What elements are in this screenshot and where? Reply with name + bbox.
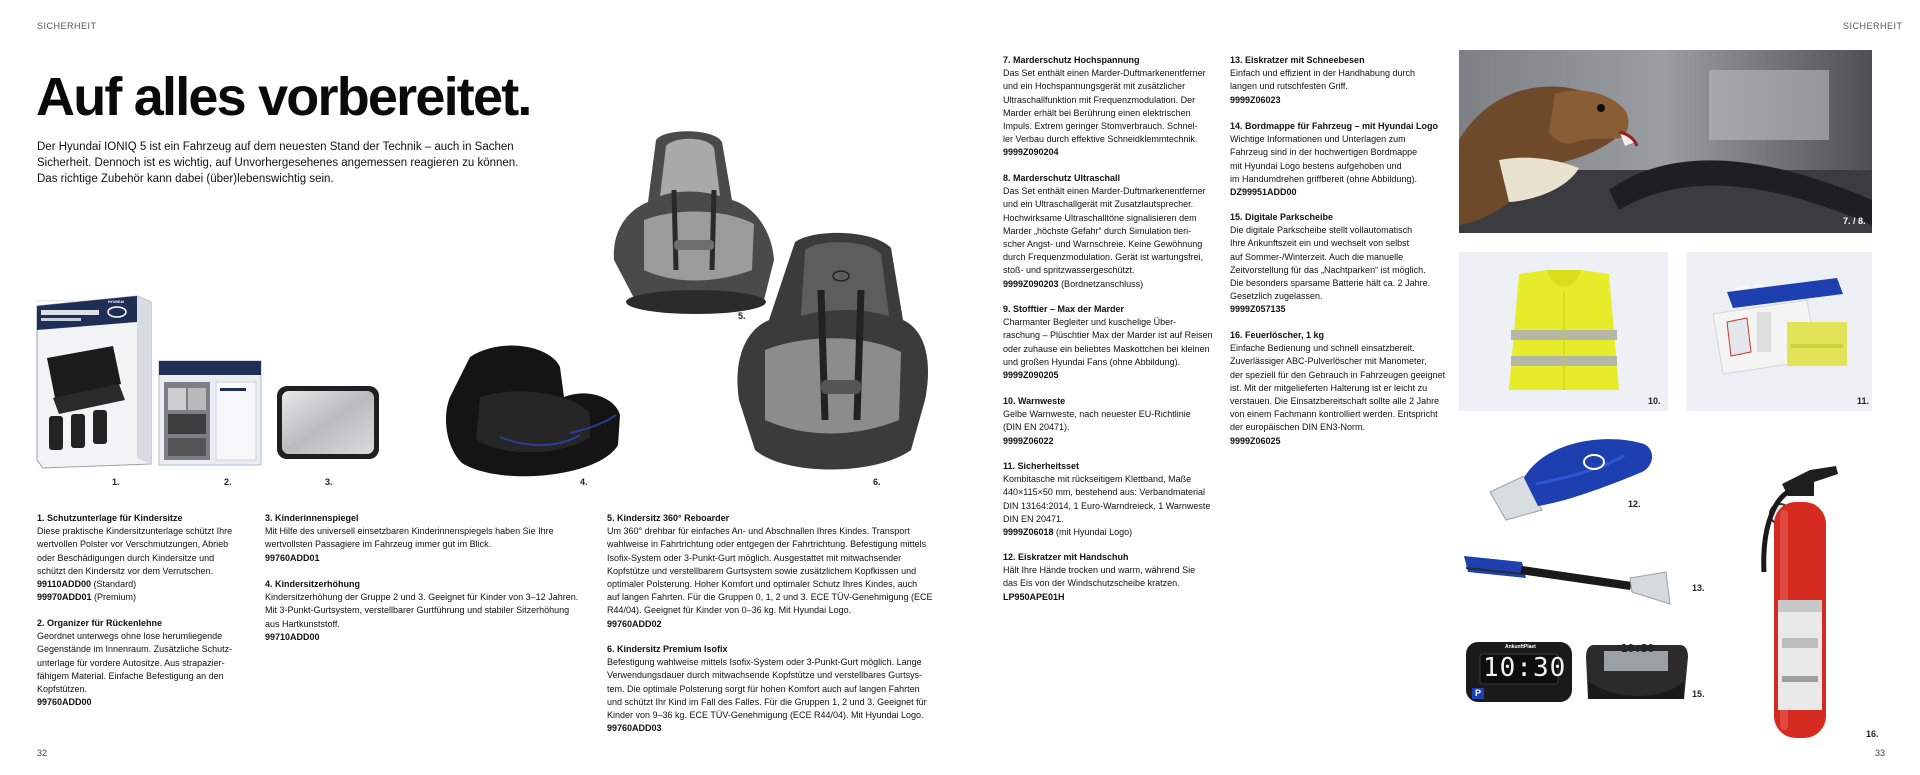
isofix-seat-image [725, 230, 935, 480]
item-10-title: 10. Warnweste [1003, 396, 1066, 406]
item-7-title: 7. Marderschutz Hochspannung [1003, 55, 1140, 65]
item-14 [1230, 120, 1455, 199]
item-16-code: 9999Z06025 [1230, 435, 1281, 446]
item-10 [1003, 395, 1218, 448]
item-1-description: Diese praktische Kindersitzunterlage schützt Ihre wertvollen Polster vor Verschmutzungen, Abrieb oder Beschädigungen durch Kindersitze und schützt den Kindersitz vor dem Verrutschen. [37, 526, 233, 576]
item-12-title: 12. Eiskratzer mit Handschuh [1003, 552, 1129, 562]
figure-number-7-8: 7. / 8. [1843, 216, 1866, 226]
item-15-description: Die digitale Parkscheibe stellt vollautomatisch Ihre Ankunftszeit ein und wechselt von selbst auf Sommer-/Winterzeit. Auch die manuelle Zeitvorstellung für das „Nachtparken“ ist möglich. Die besonders sparsame Batterie hält ca. 2 Jahre. Gesetzlich zugelassen. [1230, 225, 1431, 302]
item-9-title: 9. Stofftier – Max der Marder [1003, 304, 1125, 314]
figure-number-15: 15. [1692, 689, 1705, 699]
figure-number-1: 1. [112, 477, 120, 487]
item-6-code: 99760ADD03 [607, 723, 662, 734]
item-14-code: DZ99951ADD00 [1230, 187, 1297, 198]
item-16 [1230, 329, 1455, 448]
item-11 [1003, 460, 1218, 539]
item-11-title: 11. Sicherheitsset [1003, 461, 1080, 471]
marten-photo [1459, 50, 1872, 233]
item-12 [1003, 551, 1218, 604]
safety-vest-photo [1459, 252, 1668, 411]
item-4-title: 4. Kindersitzerhöhung [265, 579, 361, 589]
parking-disc-small-time: 10:30 [1621, 642, 1655, 655]
figure-number-16: 16. [1866, 729, 1879, 739]
section-label-left: SICHERHEIT [37, 21, 97, 31]
item-13 [1230, 54, 1455, 107]
page-number-left: 32 [37, 748, 48, 758]
item-2-description: Geordnet unterwegs ohne lose herumliegende Gegenstände im Innenraum. Zusätzliche Schutz- unterlage für vordere Autositze. Aus strapazier- fähigem Material. Einfache Befestigung an den Kopfstützen. [37, 631, 233, 695]
item-15-code: 9999Z057135 [1230, 304, 1286, 315]
item-8 [1003, 172, 1218, 291]
parking-disc-p-label: P [1475, 688, 1482, 698]
page-headline: Auf alles vorbereitet. [36, 67, 531, 127]
item-14-description: Wichtige Informationen und Unterlagen zum Fahrzeug sind in der hochwertigen Bordmappe mit Hyundai Logo bestens aufgehoben und im Handumdrehen griffbereit (ohne Abbildung). [1230, 134, 1418, 184]
intro-paragraph: Der Hyundai IONIQ 5 ist ein Fahrzeug auf dem neuesten Stand der Technik – auch in Sachen Sicherheit. Dennoch ist es wichtig, auf Unvorhergesehenes angemessen reagieren zu können. Das richtige Zubehör kann dabei (über)lebenswichtig sein. [37, 141, 519, 185]
safety-set-photo [1687, 252, 1872, 411]
ice-scraper-brush-image [1462, 548, 1674, 608]
item-13-description: Einfach und effizient in der Handhabung durch langen und rutschfesten Griff. [1230, 68, 1415, 92]
item-2 [37, 617, 267, 709]
item-5-code: 99760ADD02 [607, 618, 662, 629]
item-8-description: Das Set enthält einen Marder-Duftmarkenentferner und ein Ultraschallgerät mit Zusatzlautsprecher. Hochwirksame Ultraschalltöne signalisieren dem Marder „höchste Gefahr“ durch Simulation tieri- scher Angst- und Warnschreie. Keine Gewöhnung durch Frequenzmodulation. Gerät ist wartungsfrei, stoß- und spritzwassergeschützt. [1003, 186, 1206, 276]
item-9-code: 9999Z090205 [1003, 370, 1059, 381]
figure-number-3: 3. [325, 477, 333, 487]
item-15-title: 15. Digitale Parkscheibe [1230, 212, 1334, 222]
item-5 [607, 512, 952, 631]
item-4-code: 99710ADD00 [265, 631, 320, 642]
item-16-title: 16. Feuerlöscher, 1 kg [1230, 330, 1325, 340]
figure-number-2: 2. [224, 477, 232, 487]
item-13-code: 9999Z06023 [1230, 94, 1281, 105]
intro-text [37, 139, 557, 187]
item-4 [265, 578, 605, 644]
item-16-description: Einfache Bedienung und schnell einsatzbereit. Zuverlässiger ABC-Pulverlöscher mit Manometer, der speziell für den Gebrauch in Fahrzeugen geeignet ist. Mit der mitgelieferten Halterung ist er leicht zu verstauen. Die Einsatzbereitschaft sollte alle 2 Jahre von einem Fachmann kontrolliert werden. Entspricht der europäischen DIN EN3-Norm. [1230, 343, 1446, 433]
item-3-title: 3. Kinderinnenspiegel [265, 513, 359, 523]
item-5-title: 5. Kindersitz 360° Reboarder [607, 513, 730, 523]
safety-bag-label: Safety - Bag [1734, 282, 1765, 292]
item-13-title: 13. Eiskratzer mit Schneebesen [1230, 55, 1365, 65]
item-9 [1003, 303, 1218, 382]
fire-extinguisher-image [1752, 462, 1847, 744]
item-1-code-premium: 99970ADD01 (Premium) [37, 592, 137, 603]
item-3-description: Mit Hilfe des universell einsetzbaren Kinderinnenspiegels haben Sie Ihre wertvollsten Passagiere im Fahrzeug immer gut im Blick. [265, 526, 554, 550]
parking-disc-brand: AnkunftPlaet [1505, 644, 1536, 650]
item-15 [1230, 211, 1455, 317]
item-12-code: LP950APE01H [1003, 591, 1065, 602]
child-mirror-image [274, 383, 382, 462]
parking-disc-time: 10:30 [1483, 653, 1567, 683]
page-number-right: 33 [1875, 748, 1886, 758]
item-7-code: 9999Z090204 [1003, 147, 1059, 158]
item-12-description: Hält Ihre Hände trocken und warm, während Sie das Eis von der Windschutzscheibe kratzen. [1003, 565, 1196, 589]
item-8-code: 9999Z090203 (Bordnetzanschluss) [1003, 278, 1144, 289]
item-1 [37, 512, 267, 604]
item-10-description: Gelbe Warnweste, nach neuester EU-Richtlinie (DIN EN 20471). [1003, 409, 1191, 433]
item-1-title: 1. Schutzunterlage für Kindersitze [37, 513, 183, 523]
item-6-description: Befestigung wahlweise mittels Isofix-System oder 3-Punkt-Gurt möglich. Lange Verwendungsdauer durch mitwachsende Kopfstütze und verstellbares Gurtsys- tem. Die optimale Polsterung sorgt für hohen Komfort auch auf langen Fahrten und schützt Ihr Kind im Fall des Falles. Für die Gruppen 1, 2 und 3. Geeignet für Kinder von 9–36 kg. ECE TÜV-Genehmigung (ECE R44/04). Mit Hyundai Logo. [607, 657, 927, 721]
item-10-code: 9999Z06022 [1003, 435, 1054, 446]
item-3-code: 99760ADD01 [265, 552, 320, 563]
figure-number-10: 10. [1648, 396, 1661, 406]
item-9-description: Charmanter Begleiter und kuschelige Über- raschung – Plüschtier Max der Marder ist auf Reisen oder zuhause ein beliebtes Maskottchen bei kleinen und großen Hyundai Fans (ohne Abbildung). [1003, 317, 1213, 367]
box-brand: HYUNDAI [108, 300, 124, 304]
figure-number-4: 4. [580, 477, 588, 487]
item-14-title: 14. Bordmappe für Fahrzeug – mit Hyundai Logo [1230, 121, 1439, 131]
item-11-code: 9999Z06018 (mit Hyundai Logo) [1003, 527, 1133, 538]
item-1-code-standard: 99110ADD00 (Standard) [37, 579, 137, 590]
item-8-title: 8. Marderschutz Ultraschall [1003, 173, 1121, 183]
item-3 [265, 512, 605, 565]
figure-number-11: 11. [1857, 396, 1870, 406]
section-label-right: SICHERHEIT [1843, 21, 1903, 31]
item-7-description: Das Set enthält einen Marder-Duftmarkenentferner und ein Hochspannungsgerät mit zusätzlicher Ultraschallfunktion mit Frequenzmodulation. Der Marder erhält bei Berührung einen elektrischen Impuls. Extrem geringer Stomverbrauch. Schnel- ler Verbau durch effektive Schneidklemmtechnik. [1003, 68, 1206, 145]
item-11-description: Kombitasche mit rückseitigem Klettband, Maße 440×115×50 mm, bestehend aus: Verbandmaterial DIN 13164:2014, 1 Euro-Warndreieck, 1 Warnweste DIN EN 20471. [1003, 474, 1211, 524]
box-title: Schutzunterlage Premium [36, 293, 86, 298]
item-2-code: 99760ADD00 [37, 697, 92, 708]
figure-number-6: 6. [873, 477, 881, 487]
figure-number-12: 12. [1628, 499, 1641, 509]
item-2-title: 2. Organizer für Rückenlehne [37, 618, 163, 628]
box-subtitle: Seat Protection Premium [36, 299, 75, 303]
item-5-description: Um 360° drehbar für einfaches An- und Abschnallen Ihres Kindes. Transport wahlweise in Fahrtrichtung oder entgegen der Fahrtrichtung. Befestigung mittels Isofix-System oder 3-Punkt-Gurt möglich. Ausgestattet mit mitwachsender Kopfstütze und verstellbarem Gurtsystem sowie zusätzlichem Kopfkissen und optimaler Polsterung. Hoher Komfort und optimaler Schutz Ihres Kindes, auch auf langen Fahrten. Für die Gruppen 0, 1, 2 und 3. ECE TÜV-Genehmigung (ECE R44/04). Geeignet für Kinder von 0–36 kg. Mit Hyundai Logo. [607, 526, 933, 616]
item-6-title: 6. Kindersitz Premium Isofix [607, 644, 728, 654]
booster-seat-image [440, 337, 626, 487]
figure-number-5: 5. [738, 311, 746, 321]
organizer-image [158, 360, 262, 466]
figure-number-13: 13. [1692, 583, 1705, 593]
seat-protector-image [33, 288, 153, 470]
item-6 [607, 643, 952, 735]
item-4-description: Kindersitzerhöhung der Gruppe 2 und 3. Geeignet für Kinder von 3–12 Jahren. Mit 3-Punkt-Gurtsystem, verstellbarer Gurtführung und stabiler Sitzerhöhung aus Hartkunststoff. [265, 592, 579, 629]
item-7 [1003, 54, 1218, 160]
